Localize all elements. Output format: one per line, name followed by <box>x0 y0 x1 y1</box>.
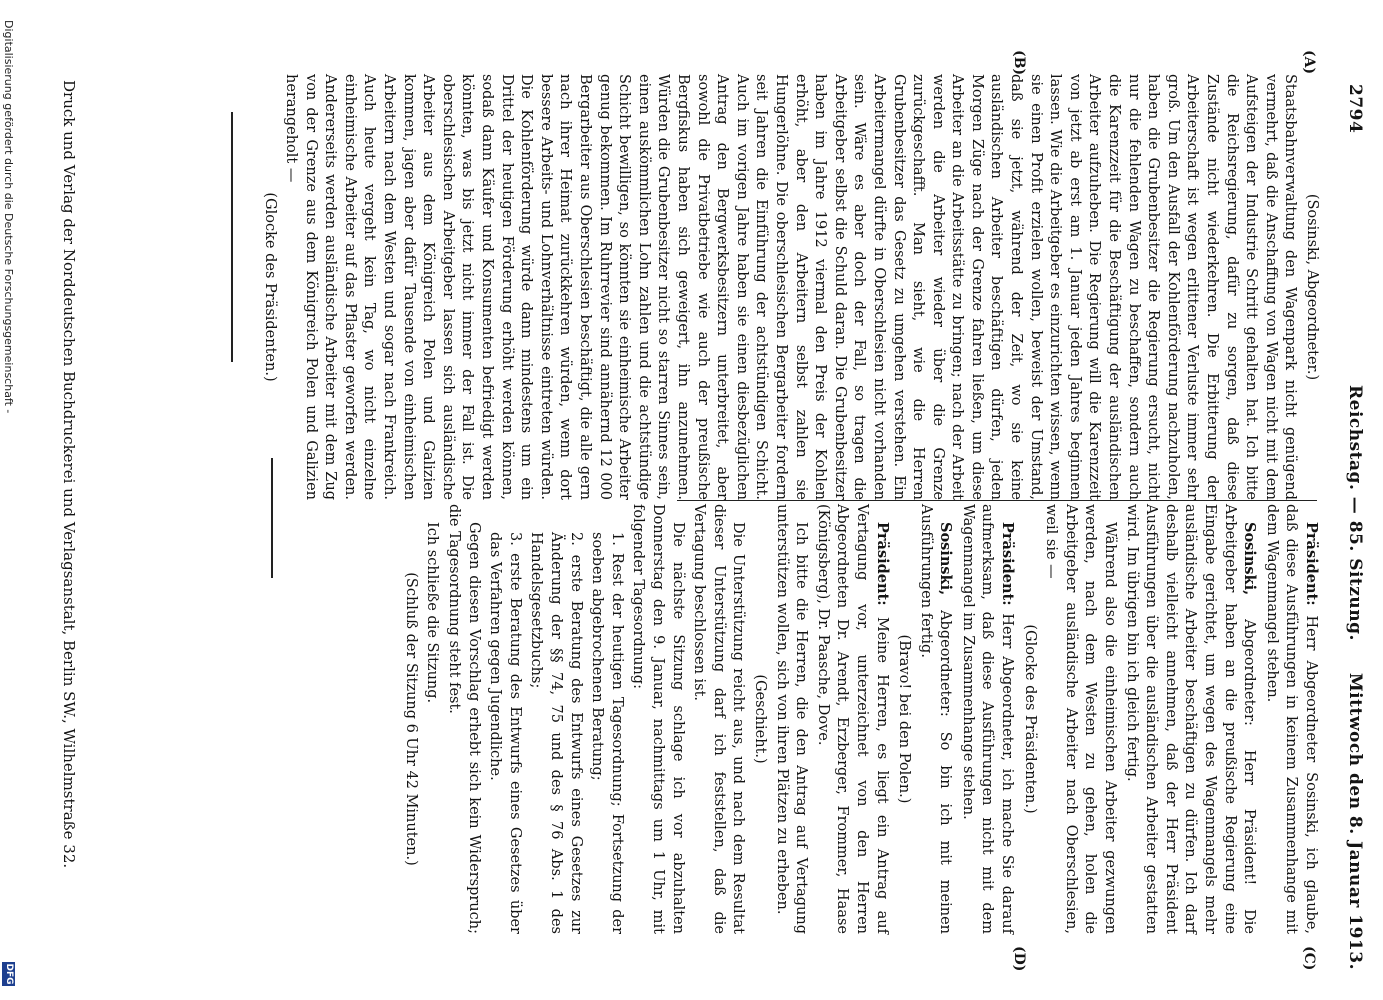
agenda-item: 1. Rest der heutigen Tagesordnung; Fortsetzung der soeben abgebrochenen Beratung; <box>589 532 625 934</box>
speech-text: Herr Abgeordneter, ich mache Sie darauf aufmerksam, daß diese Ausführungen nicht mit dem Wagenmangel im Zusammenhange stehen. <box>959 504 1016 934</box>
stage-note: (Schluß der Sitzung 6 Uhr 42 Minuten.) <box>402 572 419 866</box>
header-date: Mittwoch den 8. Januar 1913. <box>1345 672 1365 970</box>
page-number: 2794 <box>1345 84 1365 134</box>
speech-paragraph <box>1121 504 1259 934</box>
left-column <box>261 74 1321 500</box>
speaker-name: Sosinski, <box>937 522 955 596</box>
credit-text: Digitalisierung gefördert durch die Deutsche Forschungsgemeinschaft - <box>2 20 15 414</box>
dfg-logo-icon: DFG <box>4 963 14 985</box>
stage-note: (Bravo! bei den Polen.) <box>896 634 913 804</box>
margin-marker-a: (A) <box>1301 50 1317 75</box>
speaker-name: Sosinski, <box>1241 522 1259 596</box>
agenda-item: 3. erste Beratung des Entwurfs eines Gesetzes über das Verfahren gegen Jugendliche. <box>487 532 523 934</box>
digitization-credit <box>0 0 15 1000</box>
column-divider <box>677 500 1317 501</box>
body-paragraph: Ich schließe die Sitzung. <box>424 522 441 704</box>
margin-marker-c: (C) <box>1301 946 1317 971</box>
speech-text: Meine Herren, es liegt ein Antrag auf Vertagung vor, unterzeichnet von den Herren Abgeordneten Dr. Arendt, Erzberger, Frommer, Haase (Königsberg), Dr. Paasche, Dove. <box>814 504 890 935</box>
speech-paragraph: Staatsbahnverwaltung den Wagenpark nicht genügend vermehrt, daß die Anschaffung von Wagen nicht mit dem Aufsteigen der Industrie Schritt gehalten hat. Ich bitte die Reichsregierung, dafür zu sorgen, daß diese Zustände nicht wiederkehren. Die Erbitterung der Arbeiterschaft ist wegen erlittener Verluste immer sehr groß. Um den Ausfall der Kohlenförderung nachzuholen, haben die Grubenbesitzer die Regierung ersucht, nicht nur die fehlenden Wagen zu beschaffen, sondern auch die Karenzzeit für die Beschäftigung der ausländischen Arbeiter aufzuheben. Die Regierung will die Karenzzeit von jetzt ab erst am 1. Januar jeden Jahres beginnen lassen. Wie die Arbeitgeber es einzurichten wissen, wenn sie einen Profit erzielen wollen, beweist der Umstand, daß sie jetzt, während der Zeit, wo sie keine ausländischen Arbeiter beschäftigen dürfen, jeden Morgen Züge nach der Grenze fahren ließen, um diese Arbeiter an die Arbeitsstätte zu bringen; nach der Arbeit werden die Arbeiter wieder über die Grenze zurückgeschafft. Man sieht, wie die Herren Grubenbesitzer das Gesetz zu umgehen verstehen. Ein Arbeitermangel dürfte in Oberschlesien nicht vorhanden sein. Wäre es aber doch der Fall, so tragen die Arbeitgeber selbst die Schuld daran. Die Grubenbesitzer haben im Jahre 1912 viermal den Preis der Kohlen erhöht, aber den Arbeitern selbst zahlen sie Hungerlöhne. Die oberschlesischen Bergarbeiter fordern seit Jahren die Einführung der achtstündigen Schicht. Auch im vorigen Jahre haben sie einen diesbezüglichen Antrag den Bergwerksbesitzern unterbreitet, aber sowohl die Privatbetriebe wie auch der preußische Bergfiskus haben sich geweigert, ihn anzunehmen. Würden die Grubenbesitzer nicht so starren Sinnes sein, einen auskömmlichen Lohn zahlen und die achtstündige Schicht bewilligen, so könnten sie einheimische Arbeiter genug bekommen. Im Ruhrrevier sind annähernd 12 000 Bergarbeiter aus Oberschlesien beschäftigt, die alle gern nach ihrer Heimat zurückkehren würden, wenn dort bessere Arbeits- und Lohnverhältnisse eintreten würden. Die Kohlenförderung würde dann mindestens um ein Drittel der heutigen Förderung erhöht werden können, sodaß dann Käufer und Konsumenten befriedigt werden könnten, was bis jetzt nicht immer der Fall ist. Die oberschlesischen Arbeitgeber lassen sich ausländische Arbeiter aus dem Königreich Polen und Galizien kommen, jagen aber dafür Tausende von einheimischen Arbeitern nach dem Westen und sogar nach Frankreich. Auch heute vergeht kein Tag, wo nicht einzelne einheimische Arbeiter auf das Pflaster geworfen werden. Andererseits werden ausländische Arbeiter mit dem Zug von der Grenze aus dem Königreich Polen und Galizien herangeholt — <box>283 74 1299 500</box>
speaker-name: Präsident: <box>999 522 1017 606</box>
speech-paragraph <box>812 504 891 934</box>
page-header <box>1339 40 1371 970</box>
stage-note: (Geschieht.) <box>751 674 768 764</box>
agenda-item: 2. erste Beratung des Entwurfs eines Gesetzes zur Änderung der §§ 74, 75 und des § 76 Abs. 1 des Handelsgesetzbuchs; <box>528 532 584 934</box>
speech-paragraph <box>915 504 955 934</box>
body-paragraph: Die Unterstützung reicht aus, und nach dem Resultat dieser Unterstützung darf ich feststellen, daß die Vertagung beschlossen ist. <box>691 504 747 934</box>
body-paragraph: Die nächste Sitzung schlage ich vor abzuhalten Donnerstag den 9. Januar, nachmittags um 1 Uhr, mit folgender Tagesordnung: <box>630 504 686 934</box>
imprint: Druck und Verlag der Norddeutschen Buchdruckerei und Verlagsanstalt, Berlin SW., Wilhelmstraße 32. <box>60 80 78 869</box>
speech-paragraph <box>957 504 1017 934</box>
speaker-name: Präsident: <box>873 522 891 606</box>
margin-marker-b: (B) <box>1011 50 1027 76</box>
body-paragraph: Gegen diesen Vorschlag erhebt sich kein Widerspruch; die Tagesordnung steht fest. <box>446 504 482 934</box>
header-title: Reichstag. — 85. Sitzung. <box>1345 385 1365 641</box>
speech-paragraph <box>1261 504 1321 934</box>
speaker-heading: (Sosinski, Abgeordneter.) <box>1304 193 1320 381</box>
end-rule-left <box>231 112 233 362</box>
end-rule-center <box>271 458 273 578</box>
speaker-name: Präsident: <box>1303 522 1320 606</box>
body-paragraph: Während also die einheimischen Arbeiter gezwungen werden, nach dem Westen zu gehen, holen die Arbeitgeber ausländische Arbeiter nach Oberschlesien, weil sie — <box>1043 504 1119 934</box>
body-paragraph: Ich bitte die Herren, die den Antrag auf Vertagung unterstützen wollen, sich von ihren Plätzen zu erheben. <box>773 504 810 934</box>
speech-text: Abgeordneter: So bin ich mit meinen Ausführungen fertig. <box>917 504 954 934</box>
stage-note: (Glocke des Präsidenten.) <box>261 192 278 382</box>
speech-text: Herr Abgeordneter Sosinski, ich glaube, daß diese Ausführungen in keinem Zusammenhange mit dem Wagenmangel stehen. <box>1263 504 1319 935</box>
speech-text: Abgeordneter: Herr Präsident! Die Arbeitgeber haben an die preußische Regierung eine Eingabe gerichtet, um wegen des Wagenmangels mehr ausländische Arbeiter beschäftigen zu dürfen. Ich darf deshalb vielleicht annehmen, daß der Herr Präsident Ausführungen über die ausländischen Arbeiter gestatten wird. Im übrigen bin ich gleich fertig. <box>1123 504 1258 935</box>
margin-marker-d: (D) <box>1011 946 1027 972</box>
right-column <box>402 504 1321 935</box>
stage-note: (Glocke des Präsidenten.) <box>1021 624 1038 814</box>
